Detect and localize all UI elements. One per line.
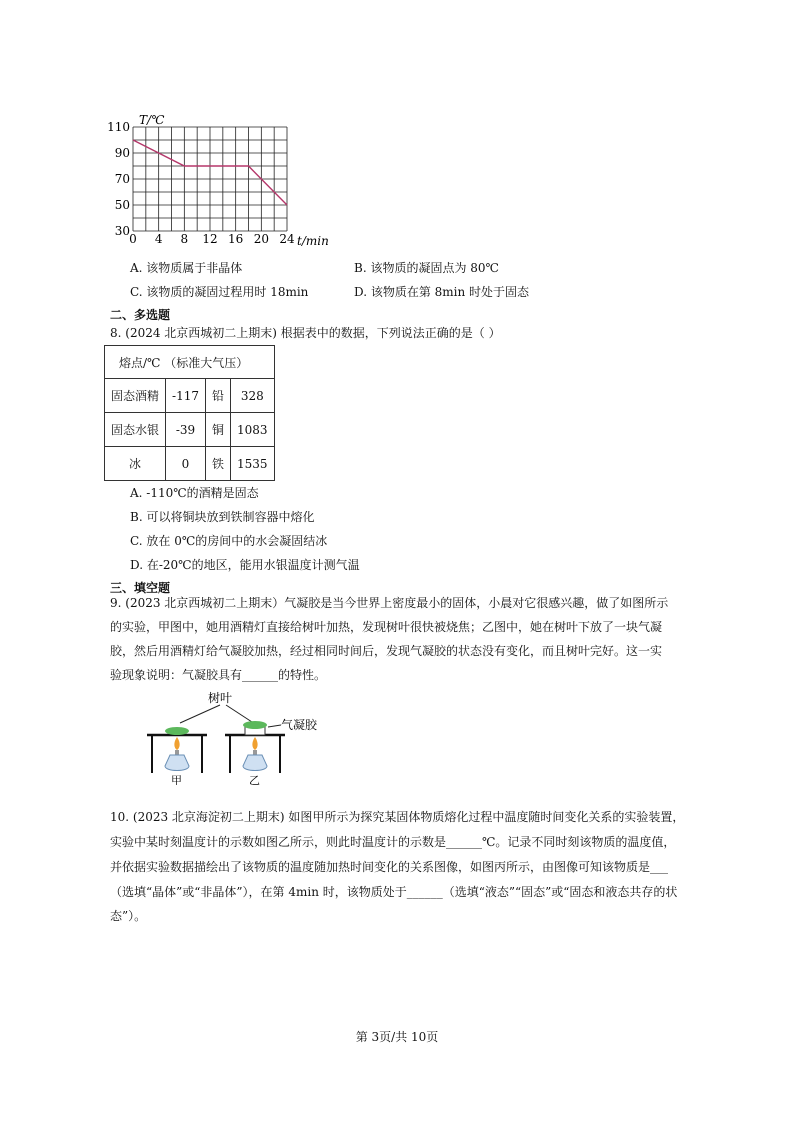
x-tick-label: 24 <box>279 232 295 246</box>
leaf-icon <box>243 721 267 729</box>
figure-label-yi: 乙 <box>249 774 260 785</box>
q8-option-a: A. -110℃的酒精是固态 <box>130 486 259 500</box>
table-cell: 固态酒精 <box>105 379 166 413</box>
table-cell: 1083 <box>231 413 275 447</box>
x-tick-label: 12 <box>202 232 218 246</box>
table-row <box>105 447 275 481</box>
y-tick-label: 90 <box>114 146 130 160</box>
q8-option-d: D. 在-20℃的地区，能用水银温度计测气温 <box>130 558 360 572</box>
table-row <box>105 379 275 413</box>
stand-jia <box>147 727 207 785</box>
table-cell: 铅 <box>205 379 230 413</box>
y-tick-label: 70 <box>114 172 130 186</box>
section-title-multi-choice: 二、多选题 <box>110 308 171 322</box>
flame-icon <box>174 737 179 750</box>
x-tick-label: 8 <box>180 232 189 246</box>
table-cell: 固态水银 <box>105 413 166 447</box>
y-tick-label: 30 <box>114 224 130 238</box>
table-cell: -39 <box>166 413 206 447</box>
x-tick-label: 16 <box>228 232 244 246</box>
figure-label-jia: 甲 <box>171 774 182 785</box>
table-cell: 冰 <box>105 447 166 481</box>
y-tick-label: 50 <box>114 198 130 212</box>
x-axis-label: t/min <box>297 234 329 248</box>
alcohol-lamp-icon <box>243 755 267 771</box>
q9-line-2: 的实验，甲图中，她用酒精灯直接给树叶加热，发现树叶很快被烧焦；乙图中，她在树叶下放了一块气凝 <box>110 620 663 634</box>
q10-line-1: 10. (2023 北京海淀初二上期末) 如图甲所示为探究某固体物质熔化过程中温度随时间变化关系的实验装置， <box>110 810 685 824</box>
q10-line-5: 态”）。 <box>110 909 147 923</box>
table-cell: 铜 <box>205 413 230 447</box>
q10-line-2: 实验中某时刻温度计的示数如图乙所示，则此时温度计的示数是______℃。记录不同时刻该物质的温度值， <box>110 835 676 849</box>
q9-line-1: 9. (2023 北京西城初二上期末）气凝胶是当今世界上密度最小的固体，小晨对它很感兴趣，做了如图所示 <box>110 596 669 610</box>
leaf-label: 树叶 <box>208 691 233 705</box>
page-footer: 第 3页/共 10页 <box>355 1030 439 1044</box>
q7-option-b: B. 该物质的凝固点为 80℃ <box>354 261 499 275</box>
q7-option-a: A. 该物质属于非晶体 <box>130 261 243 275</box>
table-cell: 0 <box>166 447 206 481</box>
table-cell: 1535 <box>231 447 275 481</box>
stand-yi <box>225 721 285 785</box>
flame-icon <box>252 737 257 750</box>
y-tick-label: 110 <box>107 120 130 134</box>
alcohol-lamp-icon <box>165 755 189 771</box>
table-cell: 328 <box>231 379 275 413</box>
y-axis-label: T/℃ <box>139 113 165 127</box>
q7-option-c: C. 该物质的凝固过程用时 18min <box>130 285 309 299</box>
table-cell: 铁 <box>205 447 230 481</box>
q9-line-3: 胶，然后用酒精灯给气凝胶加热，经过相同时间后，发现气凝胶的状态没有变化，而且树叶完好。这一实 <box>110 644 663 658</box>
aerogel-experiment-figure <box>140 690 340 785</box>
q8-option-b: B. 可以将铜块放到铁制容器中熔化 <box>130 510 315 524</box>
table-header: 熔点/℃ （标准大气压） <box>105 346 275 379</box>
q7-option-d: D. 该物质在第 8min 时处于固态 <box>354 285 530 299</box>
table-cell: -117 <box>166 379 206 413</box>
q8-option-c: C. 放在 0℃的房间中的水会凝固结冰 <box>130 534 328 548</box>
x-tick-label: 20 <box>253 232 269 246</box>
temperature-time-chart <box>100 100 340 250</box>
q10-line-4: （选填“晶体”或“非晶体”），在第 4min 时，该物质处于______（选填“液态”“固态”或“固态和液态共存的状 <box>110 885 678 899</box>
q8-stem: 8. (2024 北京西城初二上期末) 根据表中的数据，下列说法正确的是（ ） <box>110 326 501 340</box>
section-title-fill-blank: 三、填空题 <box>110 581 171 595</box>
melting-point-table <box>104 345 275 481</box>
q10-line-3: 并依据实验数据描绘出了该物质的温度随加热时间变化的关系图像，如图丙所示，由图像可知该物质是___ <box>110 860 669 874</box>
aerogel-label: 气凝胶 <box>281 718 318 732</box>
table-row <box>105 413 275 447</box>
leaf-icon <box>165 727 189 735</box>
q9-line-4: 验现象说明：气凝胶具有______的特性。 <box>110 668 327 682</box>
x-tick-label: 4 <box>154 232 163 246</box>
x-tick-label: 0 <box>129 232 137 246</box>
